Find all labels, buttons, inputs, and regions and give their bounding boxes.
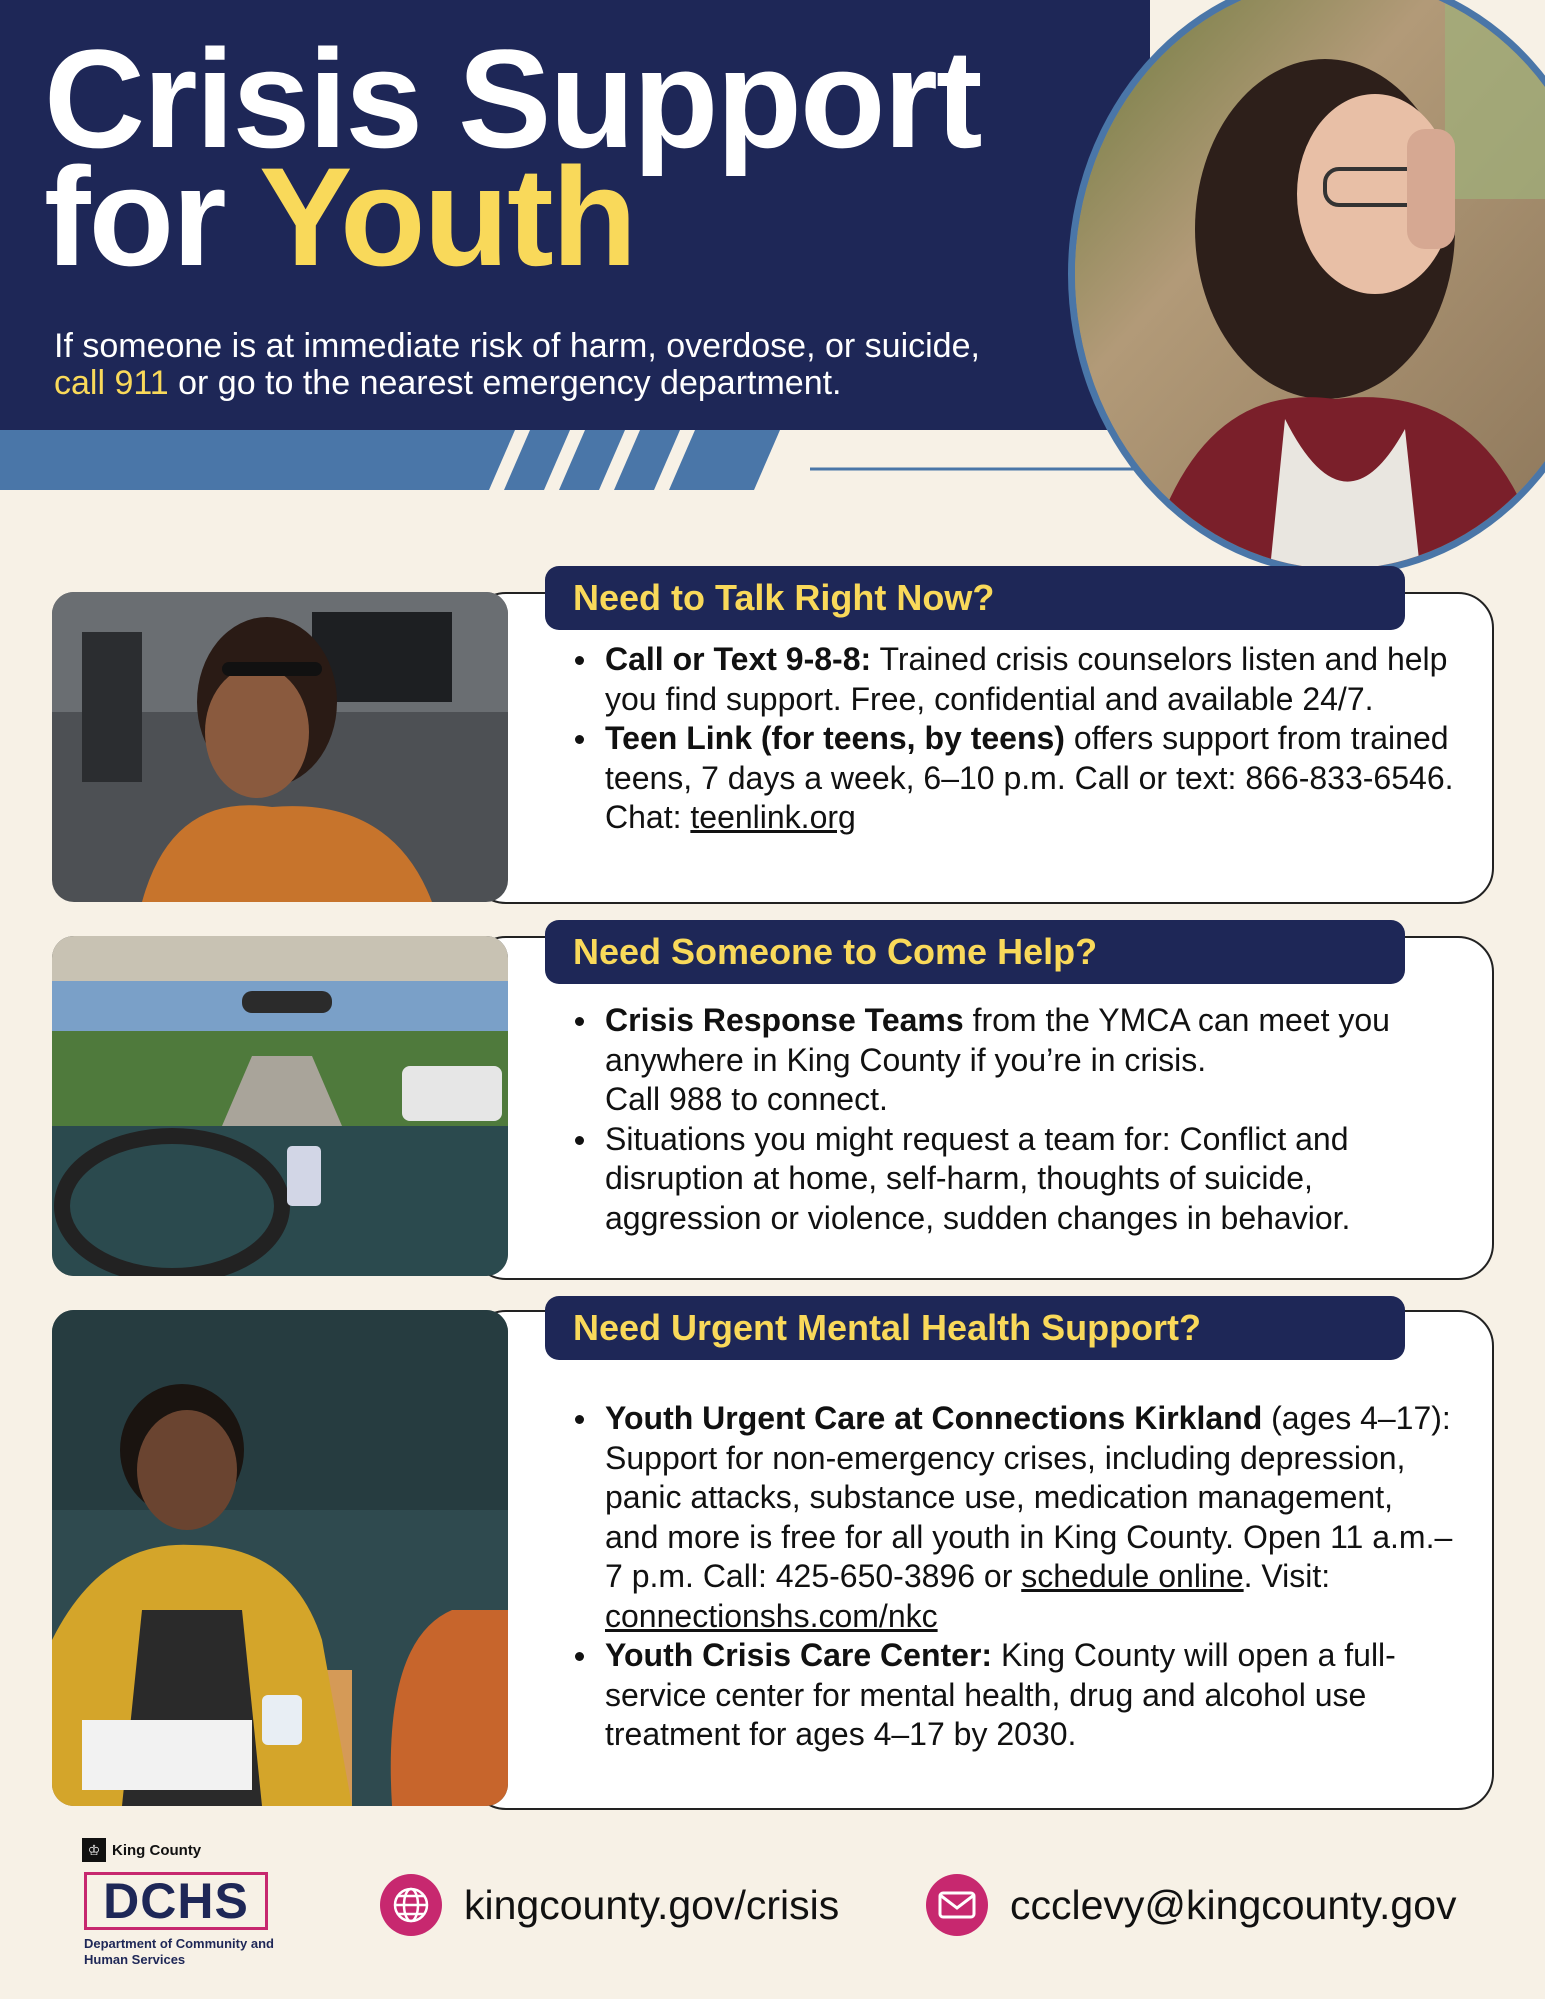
call-911-highlight: call 911: [54, 364, 169, 402]
teenlink-link[interactable]: teenlink.org: [690, 799, 856, 835]
king-county-logo: [82, 1838, 201, 1862]
item-bold: Youth Urgent Care at Connections Kirkland: [605, 1400, 1263, 1436]
item-text: from the YMCA can meet you anywhere in King County if you’re in crisis.: [605, 1002, 1390, 1078]
page-title: [44, 20, 981, 295]
list-item: [575, 1001, 1455, 1120]
photo-counselor-headset: [52, 592, 508, 902]
urgent-list: [575, 1399, 1455, 1755]
emergency-warning: [54, 328, 1054, 402]
item-text: offers support from trained teens, 7 days a week, 6–10 p.m. Call or text: 866-833-6546. Chat:: [605, 720, 1454, 835]
warning-text-2: or go to the nearest emergency department.: [168, 364, 842, 402]
list-item: [575, 1399, 1455, 1636]
dchs-full-name: Department of Community and Human Services: [84, 1936, 274, 1967]
item-bold: Call or Text 9-8-8:: [605, 641, 872, 677]
website-contact[interactable]: [380, 1874, 839, 1936]
item-text: Situations you might request a team for: Conflict and disruption at home, self-harm, thoughts of suicide, aggression or violence, sudden changes in behavior.: [605, 1120, 1351, 1236]
list-item: [575, 1120, 1455, 1239]
item-bold: Teen Link (for teens, by teens): [605, 720, 1065, 756]
list-item: [575, 1636, 1455, 1755]
photo-counseling-session: [52, 1310, 508, 1806]
item-text: King County will open a full-service center for mental health, drug and alcohol use treatment for ages 4–17 by 2030.: [605, 1637, 1396, 1752]
section-heading-come-help: Need Someone to Come Help?: [545, 920, 1405, 984]
email-link[interactable]: ccclevy@kingcounty.gov: [1010, 1881, 1457, 1928]
connections-link[interactable]: connectionshs.com/nkc: [605, 1597, 938, 1634]
globe-icon: [380, 1874, 442, 1936]
item-text-mid: . Visit:: [1243, 1558, 1331, 1594]
item-text: Trained crisis counselors listen and help you find support. Free, confidential and available 24/7.: [605, 641, 1448, 717]
warning-text-1: If someone is at immediate risk of harm, overdose, or suicide,: [54, 327, 980, 365]
title-line-2-prefix: for: [44, 138, 259, 295]
schedule-online-link[interactable]: schedule online: [1021, 1558, 1244, 1594]
king-county-mark-icon: ♔: [82, 1838, 106, 1862]
item-bold: Youth Crisis Care Center:: [605, 1637, 993, 1673]
talk-list: [575, 640, 1455, 838]
title-line-1: Crisis Support: [44, 20, 981, 177]
email-contact[interactable]: [926, 1874, 1457, 1936]
title-accent: Youth: [259, 138, 636, 295]
hero-banner: [0, 0, 1545, 490]
list-item: [575, 719, 1455, 838]
section-heading-urgent: Need Urgent Mental Health Support?: [545, 1296, 1405, 1360]
envelope-icon: [926, 1874, 988, 1936]
website-link[interactable]: kingcounty.gov/crisis: [464, 1881, 840, 1928]
dchs-logo: DCHS: [84, 1872, 268, 1930]
king-county-label: King County: [112, 1841, 202, 1859]
photo-car-dashboard: [52, 936, 508, 1276]
list-item: [575, 640, 1455, 719]
item-text-2: Call 988 to connect.: [605, 1081, 888, 1117]
section-heading-talk: Need to Talk Right Now?: [545, 566, 1405, 630]
come-help-list: [575, 1001, 1455, 1238]
item-bold: Crisis Response Teams: [605, 1002, 964, 1038]
item-text: (ages 4–17): Support for non-emergency crises, including depression, panic attacks, substance use, medication management, and more is free for all youth in King County. Open 11 a.m.–7 p.m. Call: 425-650-3896 or: [605, 1400, 1453, 1594]
